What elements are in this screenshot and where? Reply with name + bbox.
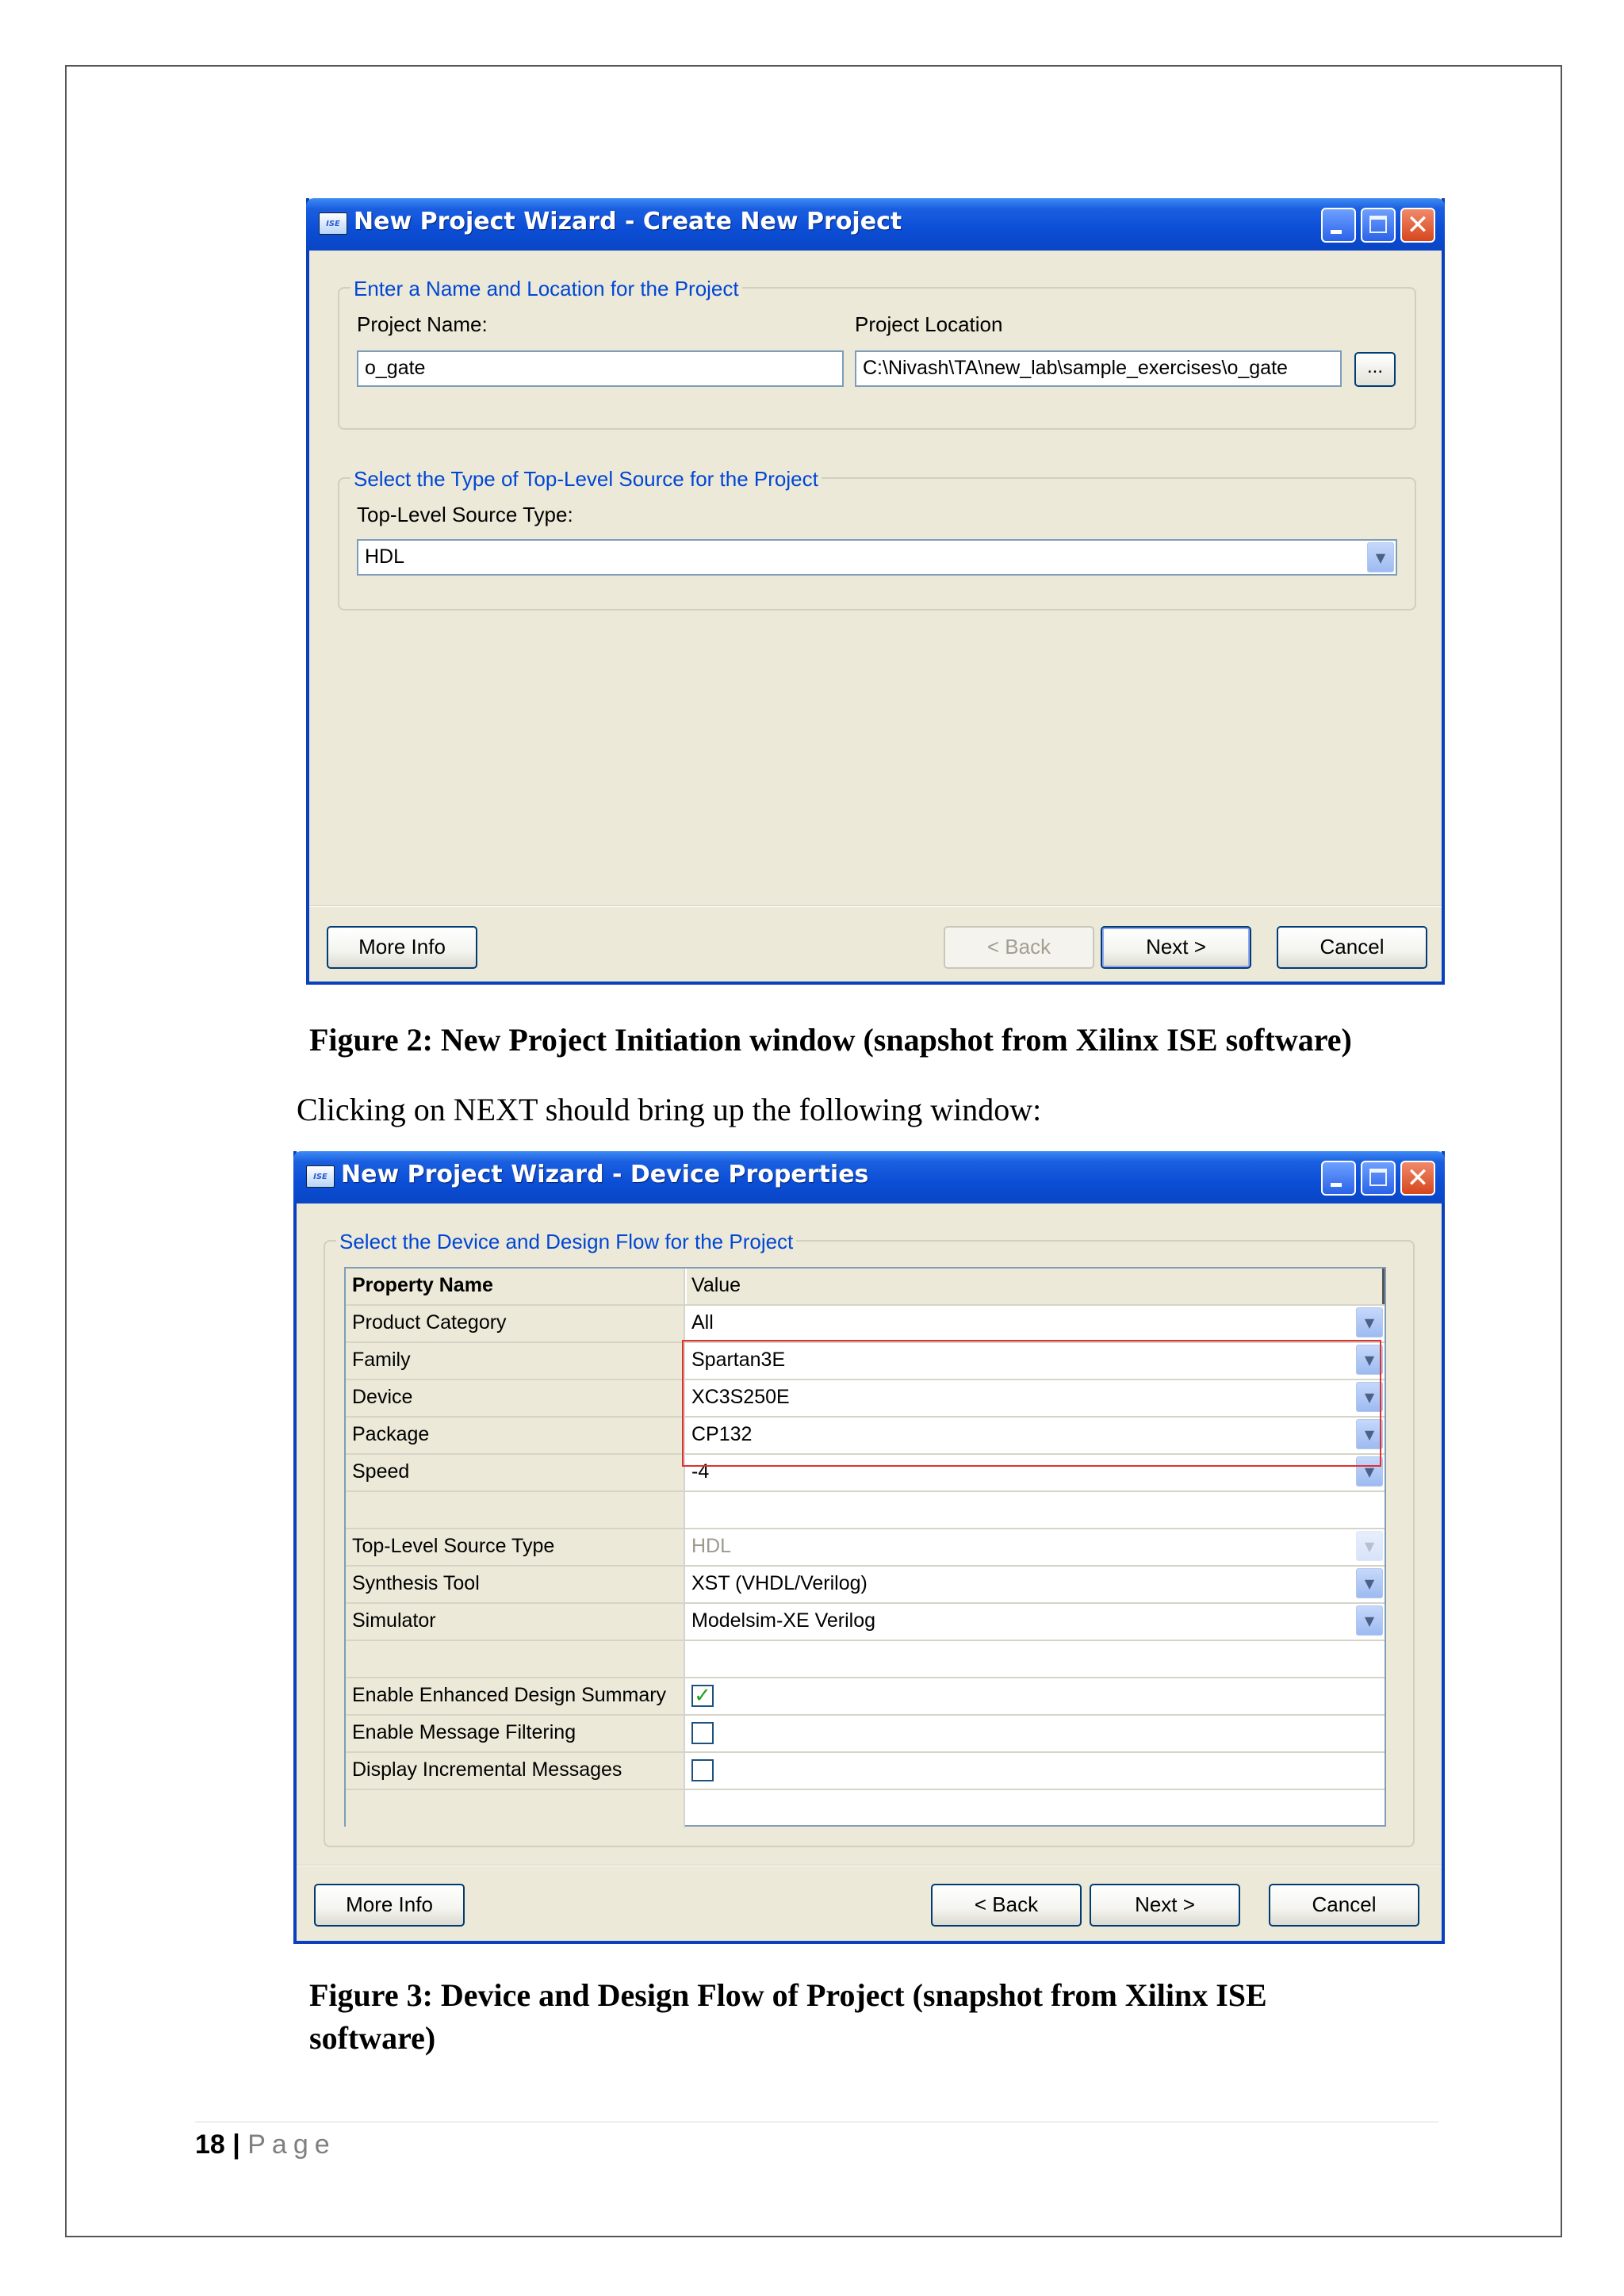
property-name: Display Incremental Messages [346,1753,685,1789]
close-icon: ✕ [1406,209,1430,241]
property-name: Enable Enhanced Design Summary [346,1678,685,1714]
value-header: Value [687,1269,1385,1304]
chevron-down-icon[interactable]: ▼ [1356,1456,1383,1487]
project-location-input[interactable]: C:\Nivash\TA\new_lab\sample_exercises\o_gate [855,350,1342,387]
project-name-input[interactable]: o_gate [357,350,844,387]
next-button[interactable]: Next > [1090,1884,1240,1927]
incremental-messages-checkbox[interactable] [691,1759,714,1781]
top-level-source-group [338,467,1416,610]
maximize-icon [1369,216,1387,233]
select-value: XST (VHDL/Verilog) [691,1572,868,1594]
grid-row-blank [346,1641,1385,1678]
project-location-label: Project Location [855,312,1003,336]
project-name-label: Project Name: [357,312,488,336]
device-flow-group [324,1230,1415,1847]
chevron-down-icon[interactable]: ▼ [1356,1568,1383,1598]
create-project-window [306,198,1445,985]
minimize-button[interactable] [1321,1161,1356,1196]
select-value: HDL [365,545,405,568]
page-number: 18 [195,2130,225,2160]
page-label: Page [247,2130,336,2160]
window-title: New Project Wizard - Create New Project [354,208,902,235]
chevron-down-icon[interactable]: ▼ [1356,1382,1383,1412]
property-name-header: Property Name [346,1269,685,1304]
minimize-icon [1331,1183,1342,1187]
figure3-caption [309,1974,1435,2060]
select-value: CP132 [691,1423,753,1445]
more-info-button[interactable]: More Info [327,926,477,969]
select-value: XC3S250E [691,1386,790,1408]
caption-line: software) [309,2020,436,2056]
select-value: Modelsim-XE Verilog [691,1609,876,1632]
back-button[interactable]: < Back [944,926,1094,969]
property-value [687,1753,1385,1789]
highlight-box [682,1340,1381,1467]
close-button[interactable] [1400,1161,1435,1196]
grid-header-row [346,1269,1385,1306]
button-row-separator [297,1865,1442,1866]
chevron-down-icon[interactable]: ▼ [1356,1345,1383,1375]
top-level-source-label: Top-Level Source Type: [357,503,573,526]
grid-row-product-category[interactable] [346,1306,1385,1343]
grid-row-empty [346,1790,1385,1827]
property-name: Package [346,1418,685,1453]
cancel-button[interactable]: Cancel [1269,1884,1419,1927]
body-paragraph: Clicking on NEXT should bring up the following window: [297,1092,1042,1127]
property-value [687,1492,1385,1528]
property-name: Synthesis Tool [346,1567,685,1602]
select-value: HDL [691,1535,732,1557]
select-value: -4 [691,1460,710,1483]
more-info-button[interactable]: More Info [314,1884,465,1927]
group-label: Select the Type of Top-Level Source for the Project [350,467,822,492]
grid-row-top-level-source [346,1529,1385,1567]
title-bar[interactable] [293,1151,1445,1203]
maximize-button[interactable] [1361,1161,1396,1196]
window-title: New Project Wizard - Device Properties [341,1161,869,1188]
property-value [687,1678,1385,1714]
enhanced-summary-checkbox[interactable]: ✓ [691,1685,714,1707]
grid-row-synthesis-tool[interactable] [346,1567,1385,1604]
property-name [346,1641,685,1677]
property-name: Product Category [346,1306,685,1341]
ise-app-icon: ISE [306,1165,335,1188]
close-button[interactable] [1400,208,1435,243]
grid-row-incremental-messages[interactable] [346,1753,1385,1790]
ise-app-icon: ISE [319,212,347,235]
name-location-group [338,277,1416,430]
cancel-button[interactable]: Cancel [1277,926,1427,969]
chevron-down-icon[interactable]: ▼ [1356,1307,1383,1337]
property-name: Top-Level Source Type [346,1529,685,1565]
simulator-select[interactable] [687,1604,1385,1640]
property-value [687,1716,1385,1751]
caption-line: Figure 3: Device and Design Flow of Project (snapshot from Xilinx ISE [309,1977,1267,2013]
property-name: Family [346,1343,685,1379]
property-name: Device [346,1380,685,1416]
chevron-down-icon[interactable]: ▼ [1367,542,1394,572]
close-icon: ✕ [1406,1162,1430,1194]
product-category-select[interactable] [687,1306,1385,1341]
top-level-source-select[interactable] [357,539,1397,576]
property-name [346,1492,685,1528]
footer-separator: | [232,2130,240,2160]
chevron-down-icon: ▼ [1356,1531,1383,1561]
grid-row-enhanced-summary[interactable] [346,1678,1385,1716]
figure2-caption: Figure 2: New Project Initiation window (snapshot from Xilinx ISE software) [309,1022,1352,1058]
property-name [346,1790,685,1827]
next-button[interactable]: Next > [1101,926,1251,969]
page-footer [195,2130,336,2160]
browse-button[interactable]: ... [1354,352,1396,387]
grid-row-blank [346,1492,1385,1529]
top-level-source-select [687,1529,1385,1565]
synthesis-tool-select[interactable] [687,1567,1385,1602]
property-name: Enable Message Filtering [346,1716,685,1751]
group-label: Select the Device and Design Flow for the Project [336,1230,796,1254]
select-value: Spartan3E [691,1349,786,1371]
group-label: Enter a Name and Location for the Project [350,277,742,301]
maximize-button[interactable] [1361,208,1396,243]
button-row-separator [309,905,1442,907]
minimize-button[interactable] [1321,208,1356,243]
title-bar[interactable] [306,198,1445,251]
grid-row-message-filtering[interactable] [346,1716,1385,1753]
back-button[interactable]: < Back [931,1884,1082,1927]
property-value [687,1641,1385,1677]
chevron-down-icon[interactable]: ▼ [1356,1419,1383,1449]
chevron-down-icon[interactable]: ▼ [1356,1605,1383,1636]
device-properties-window [293,1151,1445,1944]
minimize-icon [1331,230,1342,234]
property-name: Speed [346,1455,685,1490]
message-filtering-checkbox[interactable] [691,1722,714,1744]
select-value: All [691,1311,714,1334]
maximize-icon [1369,1169,1387,1186]
property-name: Simulator [346,1604,685,1640]
grid-row-simulator[interactable] [346,1604,1385,1641]
